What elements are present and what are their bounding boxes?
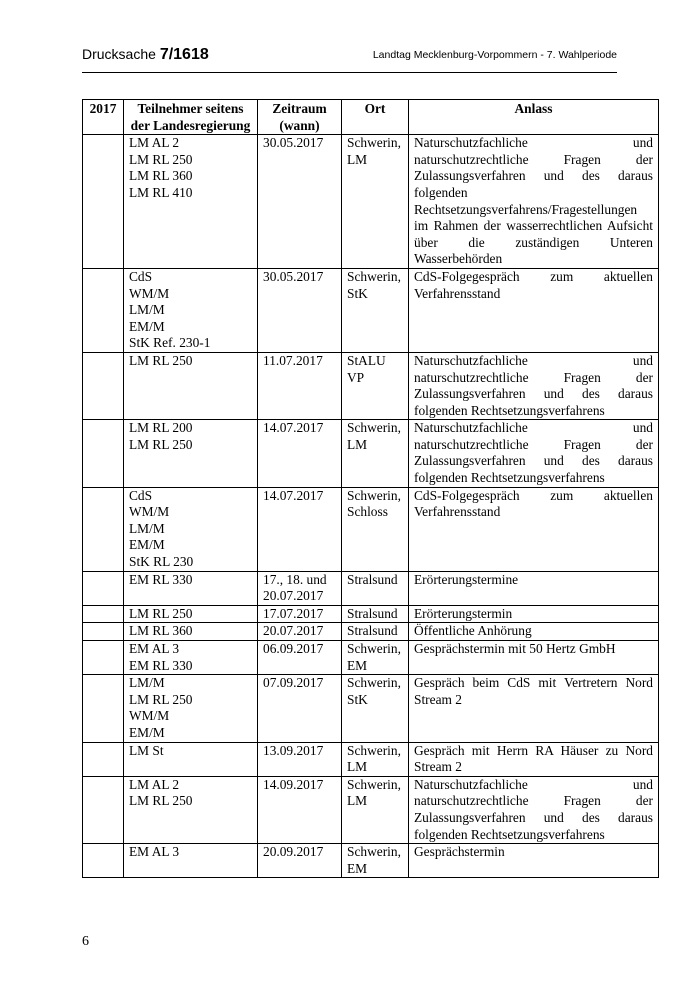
participant: LM RL 200 — [129, 420, 193, 436]
cell-year — [83, 352, 124, 419]
cell-place — [342, 844, 409, 878]
cell-year — [83, 742, 124, 776]
cell-place — [342, 675, 409, 742]
cell-date: 14.09.2017 — [258, 776, 342, 843]
column-header-occasion: Anlass — [409, 100, 659, 135]
table-row — [83, 487, 659, 571]
cell-year — [83, 487, 124, 571]
document-label: Drucksache — [82, 46, 156, 62]
cell-occasion: Erörterungstermine — [409, 571, 659, 605]
place-line: Schwerin, — [347, 776, 401, 792]
place-line: Schwerin, — [347, 844, 401, 860]
page-number: 6 — [82, 934, 89, 949]
cell-date: 11.07.2017 — [258, 352, 342, 419]
cell-date: 14.07.2017 — [258, 487, 342, 571]
place-line: Schloss — [347, 504, 388, 520]
place-line: StK — [347, 691, 368, 707]
cell-place — [342, 776, 409, 843]
cell-participants — [124, 844, 258, 878]
cell-participants — [124, 675, 258, 742]
participant: LM/M — [129, 675, 165, 691]
cell-date: 07.09.2017 — [258, 675, 342, 742]
participant: LM AL 2 — [129, 135, 180, 151]
cell-date: 14.07.2017 — [258, 420, 342, 487]
cell-participants — [124, 135, 258, 269]
cell-year — [83, 268, 124, 352]
cell-year — [83, 776, 124, 843]
cell-participants — [124, 571, 258, 605]
cell-occasion: Gesprächstermin — [409, 844, 659, 878]
participant: WM/M — [129, 285, 170, 301]
participant: EM RL 330 — [129, 571, 193, 587]
table-row — [83, 352, 659, 419]
cell-occasion: Erörterungstermin — [409, 605, 659, 623]
table-row — [83, 742, 659, 776]
cell-year — [83, 420, 124, 487]
participant: StK Ref. 230-1 — [129, 335, 211, 351]
table-body — [83, 135, 659, 878]
participant: LM RL 360 — [129, 623, 193, 639]
place-line: VP — [347, 369, 365, 385]
table-row — [83, 623, 659, 641]
cell-date: 30.05.2017 — [258, 268, 342, 352]
participant: LM RL 250 — [129, 352, 193, 368]
cell-occasion: CdS-Folgegespräch zum aktuellen Verfahrensstand — [409, 268, 659, 352]
table-row — [83, 135, 659, 269]
cell-place — [342, 605, 409, 623]
place-line: Schwerin, — [347, 641, 401, 656]
participant: EM/M — [129, 537, 165, 553]
participant: LM/M — [129, 302, 165, 318]
table-row — [83, 605, 659, 623]
cell-date: 06.09.2017 — [258, 641, 342, 675]
cell-date: 30.05.2017 — [258, 135, 342, 269]
place-line: LM — [347, 151, 368, 167]
place-line: Schwerin, — [347, 268, 401, 284]
participant: LM RL 250 — [129, 151, 193, 167]
cell-place — [342, 623, 409, 641]
cell-place — [342, 641, 409, 675]
cell-place — [342, 135, 409, 269]
participant: LM RL 250 — [129, 605, 193, 621]
participant: LM St — [129, 742, 164, 758]
cell-occasion: Gespräch mit Herrn RA Häuser zu Nord Stream 2 — [409, 742, 659, 776]
document-number-value: 7/1618 — [159, 46, 209, 63]
participant: LM RL 410 — [129, 184, 193, 200]
cell-place — [342, 352, 409, 419]
participant: WM/M — [129, 708, 170, 724]
column-header-year: 2017 — [83, 100, 124, 135]
cell-occasion: Gesprächstermin mit 50 Hertz GmbH — [409, 641, 659, 675]
place-line: Schwerin, — [347, 487, 401, 503]
cell-year — [83, 844, 124, 878]
cell-place — [342, 571, 409, 605]
participant: WM/M — [129, 504, 170, 520]
participant: LM/M — [129, 520, 165, 536]
cell-date: 20.07.2017 — [258, 623, 342, 641]
participant: LM RL 250 — [129, 793, 193, 809]
meetings-table — [82, 99, 659, 878]
cell-participants — [124, 623, 258, 641]
participant: EM AL 3 — [129, 844, 180, 860]
column-header-place: Ort — [342, 100, 409, 135]
participant: CdS — [129, 268, 153, 284]
participant: StK RL 230 — [129, 554, 194, 570]
place-line: Schwerin, — [347, 420, 401, 436]
participant: EM/M — [129, 724, 165, 740]
place-line: Schwerin, — [347, 675, 401, 691]
place-line: Stralsund — [347, 571, 398, 587]
cell-participants — [124, 641, 258, 675]
cell-occasion: Naturschutzfachliche und naturschutzrechtliche Fragen der Zulassungsverfahren und des daraus folgenden Rechtsetzungsverfahrens — [409, 420, 659, 487]
table-row — [83, 571, 659, 605]
place-line: StK — [347, 285, 368, 301]
table-row — [83, 268, 659, 352]
place-line: Schwerin, — [347, 742, 401, 758]
cell-occasion: CdS-Folgegespräch zum aktuellen Verfahrensstand — [409, 487, 659, 571]
participant: LM RL 250 — [129, 691, 193, 707]
table-row — [83, 675, 659, 742]
place-line: LM — [347, 436, 368, 452]
cell-year — [83, 605, 124, 623]
participant: LM RL 250 — [129, 436, 193, 452]
cell-date: 17.07.2017 — [258, 605, 342, 623]
participant: EM/M — [129, 318, 165, 334]
participant: LM RL 360 — [129, 168, 193, 184]
cell-date: 17., 18. und 20.07.2017 — [258, 571, 342, 605]
cell-year — [83, 571, 124, 605]
table-row — [83, 641, 659, 675]
place-line: LM — [347, 793, 368, 809]
cell-place — [342, 420, 409, 487]
cell-participants — [124, 487, 258, 571]
participant: LM AL 2 — [129, 776, 180, 792]
participant: EM RL 330 — [129, 657, 193, 673]
cell-place — [342, 742, 409, 776]
place-line: LM — [347, 759, 368, 775]
cell-year — [83, 675, 124, 742]
column-header-participants: Teilnehmer seitens der Landesregierung — [124, 100, 258, 135]
cell-participants — [124, 776, 258, 843]
cell-participants — [124, 268, 258, 352]
cell-occasion: Naturschutzfachliche und naturschutzrechtliche Fragen der Zulassungsverfahren und des daraus folgenden Rechtsetzungsverfahrens/Fragestellungen im Rahmen der wasserrechtlichen Aufsicht über die zuständigen Unteren Wasserbehörden — [409, 135, 659, 269]
cell-occasion: Naturschutzfachliche und naturschutzrechtliche Fragen der Zulassungsverfahren und des daraus folgenden Rechtsetzungsverfahrens — [409, 776, 659, 843]
place-line: Stralsund — [347, 605, 398, 621]
column-header-date: Zeitraum (wann) — [258, 100, 342, 135]
place-line: Schwerin, — [347, 135, 401, 151]
table-header-row — [83, 100, 659, 135]
cell-year — [83, 641, 124, 675]
participant: CdS — [129, 487, 153, 503]
participant: EM AL 3 — [129, 641, 180, 656]
table-row — [83, 844, 659, 878]
cell-participants — [124, 605, 258, 623]
table-row — [83, 776, 659, 843]
cell-participants — [124, 420, 258, 487]
cell-place — [342, 268, 409, 352]
cell-participants — [124, 742, 258, 776]
place-line: StALU — [347, 352, 386, 368]
table-row — [83, 420, 659, 487]
place-line: EM — [347, 657, 368, 673]
cell-place — [342, 487, 409, 571]
cell-year — [83, 135, 124, 269]
place-line: EM — [347, 860, 368, 876]
page-header — [82, 42, 617, 73]
cell-date: 13.09.2017 — [258, 742, 342, 776]
document-number — [82, 46, 209, 64]
cell-participants — [124, 352, 258, 419]
parliament-title: Landtag Mecklenburg-Vorpommern - 7. Wahlperiode — [372, 49, 617, 61]
cell-occasion: Gespräch beim CdS mit Vertretern Nord Stream 2 — [409, 675, 659, 742]
cell-occasion: Naturschutzfachliche und naturschutzrechtliche Fragen der Zulassungsverfahren und des daraus folgenden Rechtsetzungsverfahrens — [409, 352, 659, 419]
cell-occasion: Öffentliche Anhörung — [409, 623, 659, 641]
place-line: Stralsund — [347, 623, 398, 639]
cell-date: 20.09.2017 — [258, 844, 342, 878]
cell-year — [83, 623, 124, 641]
